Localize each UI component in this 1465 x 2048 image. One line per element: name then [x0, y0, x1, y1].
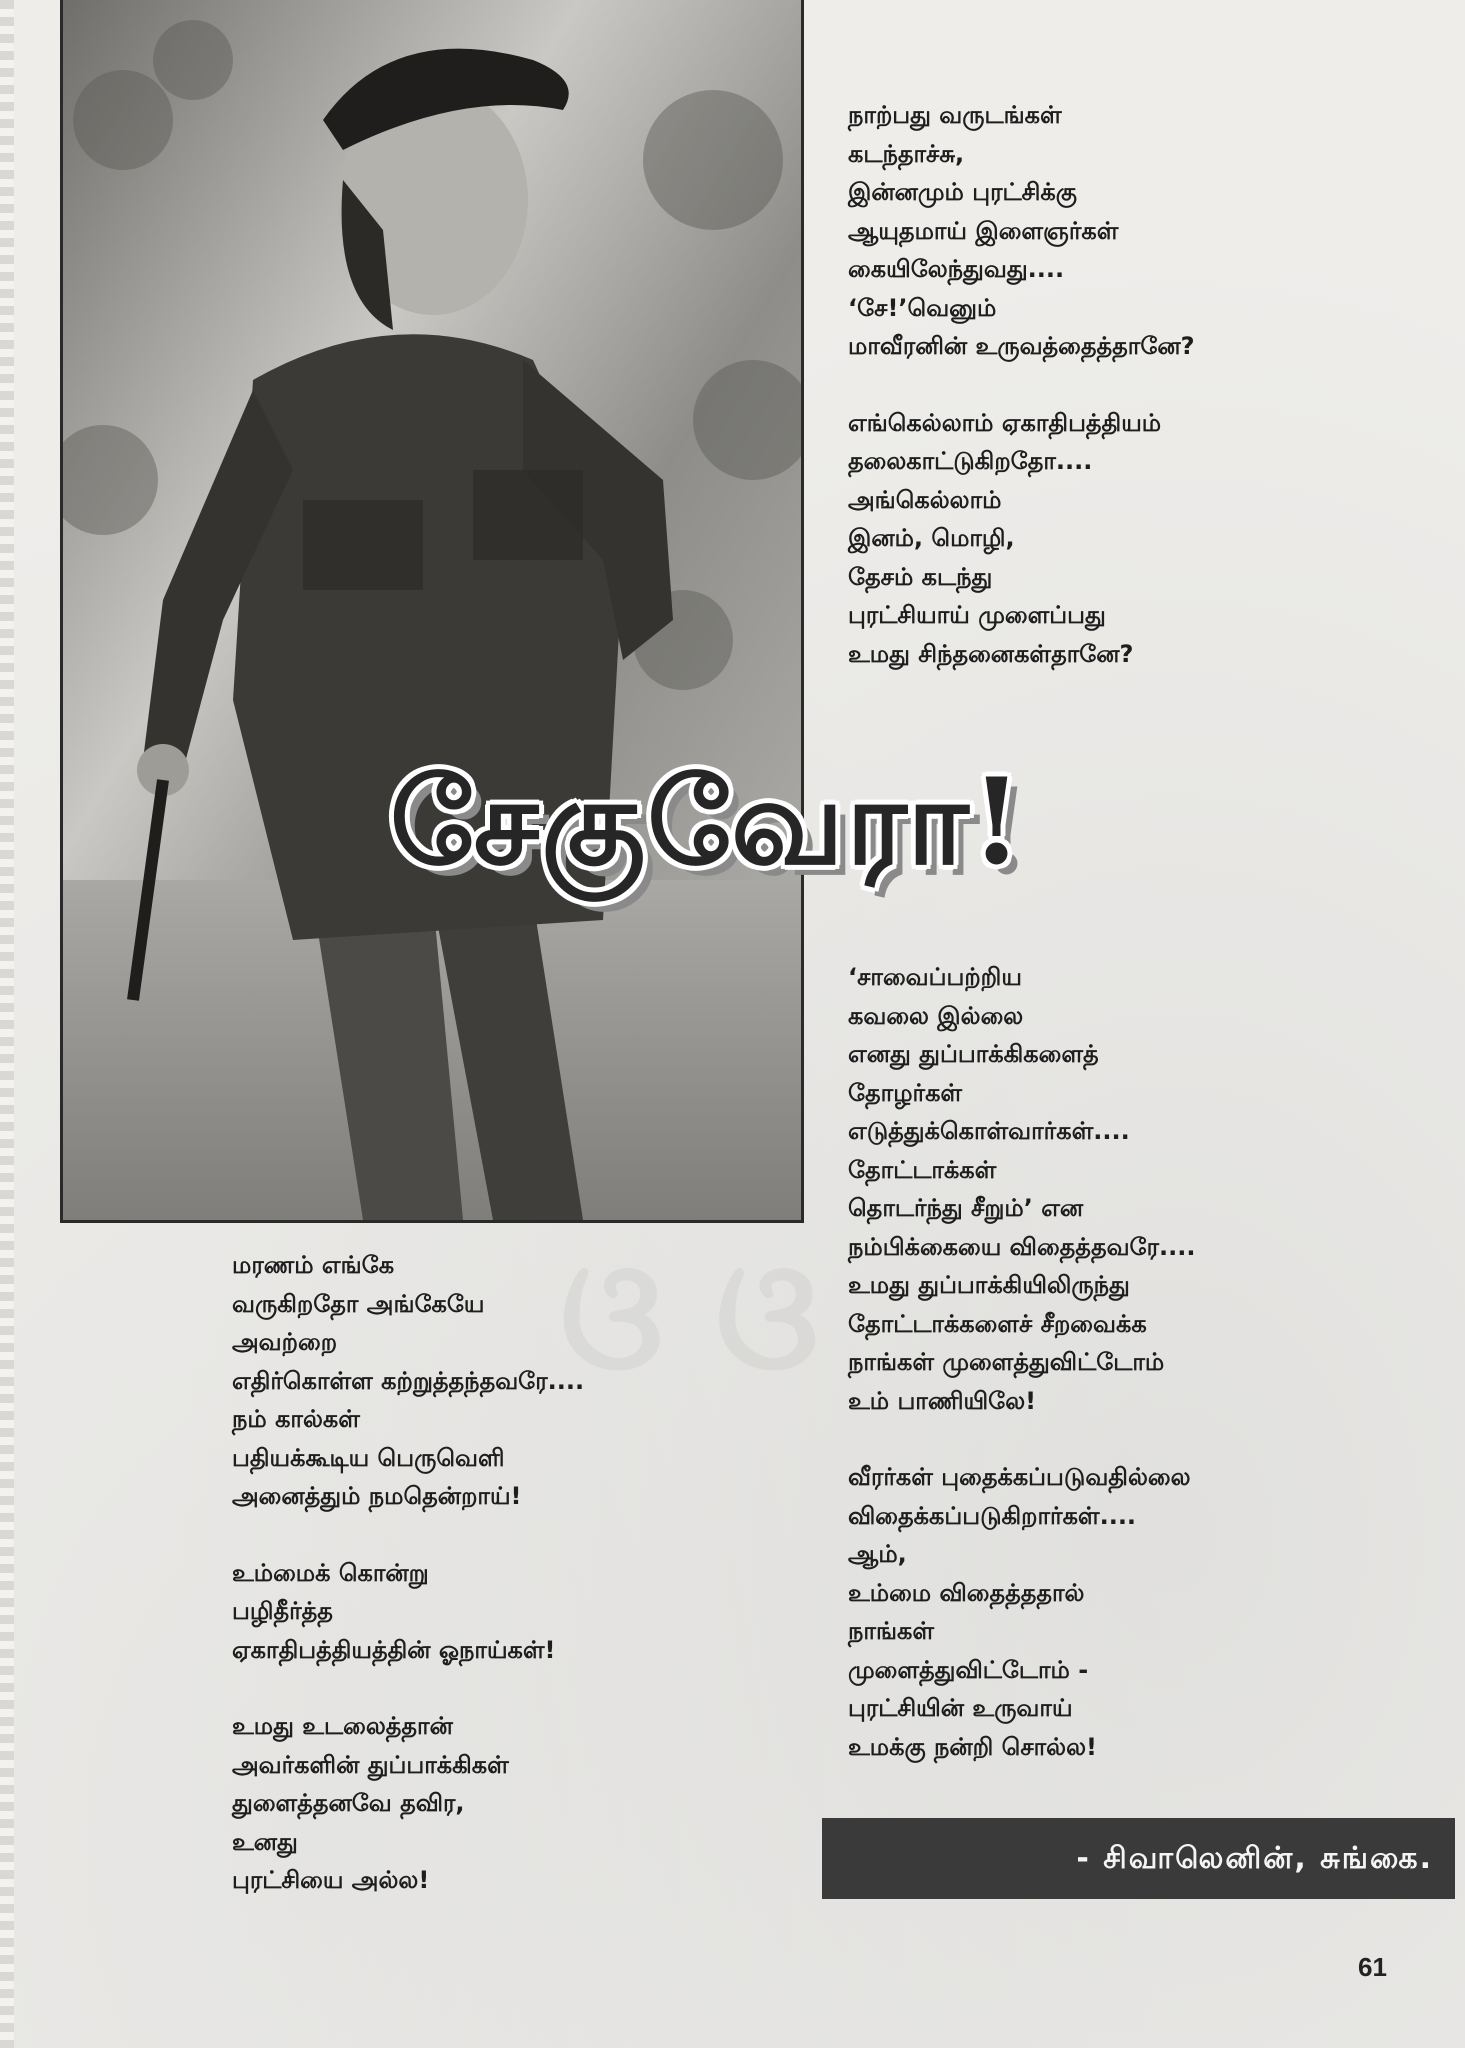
poem-line: நம்பிக்கையை விதைத்தவரே....: [848, 1232, 1196, 1261]
poem-line: கையிலேந்துவது....: [848, 255, 1065, 283]
poem-line: நாங்கள் முளைத்துவிட்டோம்: [848, 1348, 1165, 1376]
poem-line: புரட்சியாய் முளைப்பது: [848, 601, 1106, 629]
page-number: 61: [1358, 1952, 1387, 1982]
poem-line: நாங்கள்: [848, 1617, 934, 1645]
author-signature: - சிவாலெனின், சுங்கை.: [822, 1818, 1455, 1899]
poem-line: தலைகாட்டுகிறதோ....: [848, 447, 1093, 475]
poem-line: உம் பாணியிலே!: [848, 1386, 1037, 1415]
poem-line: தோட்டாக்கள்: [848, 1155, 997, 1184]
poem-line: விதைக்கப்படுகிறார்கள்....: [848, 1501, 1137, 1530]
poem-line: வருகிறதோ அங்கேயே: [232, 1289, 485, 1318]
poem-line: புரட்சியை அல்ல!: [232, 1866, 430, 1894]
poem-line: தேசம் கடந்து: [848, 562, 993, 591]
poem-line: துளைத்தனவே தவிர,: [232, 1789, 465, 1817]
poem-line: பதியக்கூடிய பெருவெளி: [232, 1443, 505, 1472]
poem-line: அனைத்தும் நமதென்றாய்!: [232, 1482, 522, 1510]
poem-line: எதிர்கொள்ள கற்றுத்தந்தவரே....: [232, 1366, 585, 1395]
poem-line: கவலை இல்லை: [848, 1001, 1024, 1030]
poem-line: நாற்பது வருடங்கள்: [848, 101, 1062, 129]
portrait-photo: [60, 0, 804, 1223]
poem-line: மரணம் எங்கே: [232, 1251, 395, 1279]
poem-line: பழிதீர்த்த: [232, 1597, 333, 1625]
poem-right-lower: [848, 958, 1195, 1766]
poem-line: தோட்டாக்களைச் சீறவைக்க: [848, 1309, 1147, 1338]
poem-line: உமது துப்பாக்கியிலிருந்து: [848, 1271, 1130, 1299]
poem-line: எங்கெல்லாம் ஏகாதிபத்தியம்: [848, 408, 1162, 437]
poem-line: ஏகாதிபத்தியத்தின் ஓநாய்கள்!: [232, 1635, 556, 1664]
torn-paper-edge: [0, 0, 14, 2048]
poem-line: கடந்தாச்சு,: [848, 139, 965, 168]
poem-line: ‘சாவைப்பற்றிய: [848, 963, 1022, 991]
poem-line: அங்கெல்லாம்: [848, 485, 1002, 514]
poem-line: இனம், மொழி,: [848, 524, 1015, 552]
poem-line: உமது உடலைத்தான்: [232, 1712, 453, 1740]
poem-line: தோழர்கள்: [848, 1078, 963, 1107]
title-area: [390, 712, 1380, 942]
photo-illustration: [63, 0, 801, 1220]
poem-line: ஆயுதமாய் இளைஞர்கள்: [848, 216, 1119, 245]
poem-line: இன்னமும் புரட்சிக்கு: [848, 178, 1077, 206]
bleed-through-text: ଓ ଓ: [560, 1230, 819, 1404]
poem-line: நம் கால்கள்: [232, 1405, 360, 1433]
poem-line: உனது: [232, 1827, 298, 1856]
poem-line: அவர்களின் துப்பாக்கிகள்: [232, 1750, 509, 1779]
poem-line: ‘சே!’வெனும்: [848, 293, 997, 322]
poem-line: எனது துப்பாக்கிகளைத்: [848, 1040, 1099, 1068]
poem-line: வீரர்கள் புதைக்கப்படுவதில்லை: [848, 1463, 1191, 1491]
poem-line: உமது சிந்தனைகள்தானே?: [848, 639, 1134, 668]
page-title: சேகுவேரா!: [390, 752, 1025, 891]
poem-top-right: [848, 96, 1195, 673]
poem-line: எடுத்துக்கொள்வார்கள்....: [848, 1117, 1130, 1145]
poem-line: உமக்கு நன்றி சொல்ல!: [848, 1732, 1097, 1761]
poem-line: உம்மை விதைத்ததால்: [848, 1578, 1085, 1607]
poem-line: தொடர்ந்து சீறும்’ என: [848, 1194, 1084, 1222]
poem-left-lower: [232, 1246, 584, 1900]
poem-line: முளைத்துவிட்டோம் -: [848, 1655, 1089, 1684]
poem-line: புரட்சியின் உருவாய்: [848, 1694, 1073, 1722]
poem-line: ஆம்,: [848, 1540, 907, 1568]
poem-line: அவற்றை: [232, 1328, 338, 1356]
poem-line: மாவீரனின் உருவத்தைத்தானே?: [848, 332, 1195, 360]
poem-line: உம்மைக் கொன்று: [232, 1558, 429, 1587]
